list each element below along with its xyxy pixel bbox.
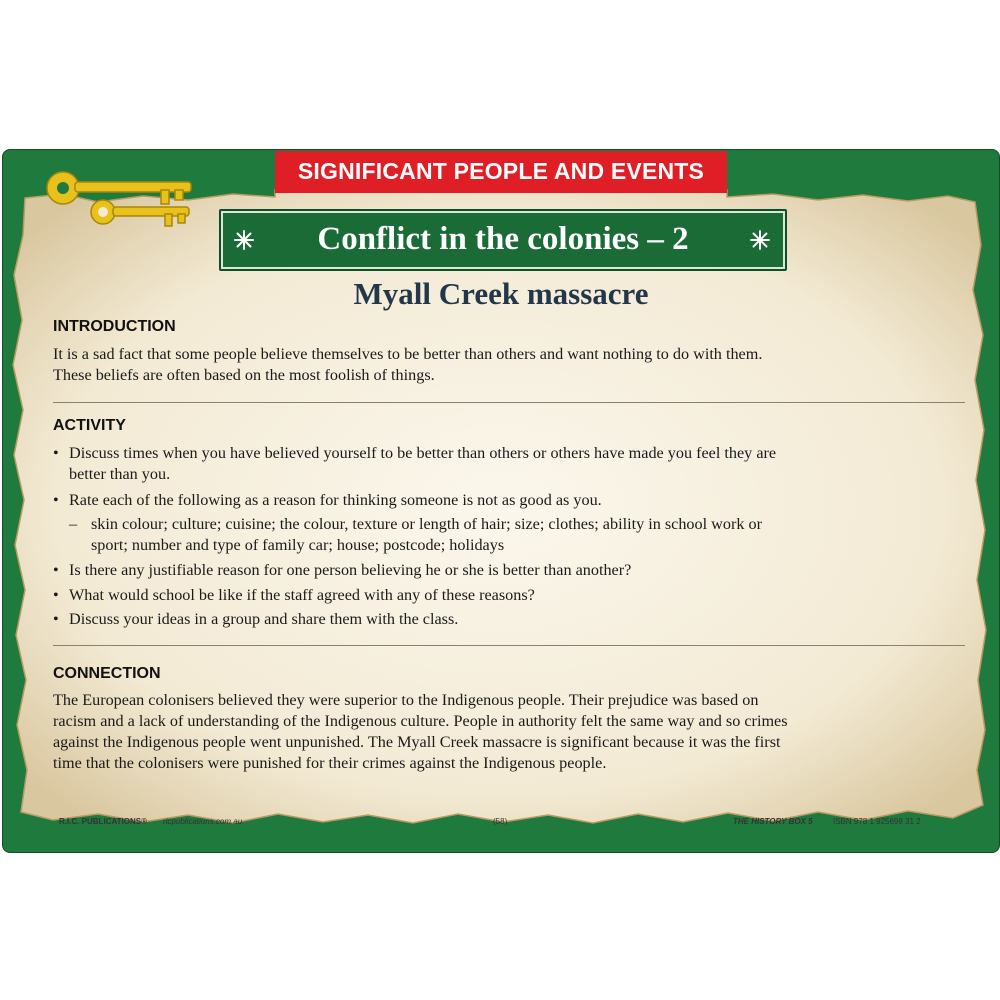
connection-line: The European colonisers believed they were superior to the Indigenous people. Their prejudice was based on <box>53 691 759 709</box>
activity-heading: ACTIVITY <box>53 417 126 434</box>
connection-line: racism and a lack of understanding of the Indigenous culture. People in authority felt the same way and so crimes <box>53 712 788 730</box>
footer-isbn: ISBN 978 1 925698 31 2 <box>833 817 921 826</box>
category-banner: SIGNIFICANT PEOPLE AND EVENTS <box>275 151 727 193</box>
snowflake-icon <box>749 229 771 251</box>
activity-bullet-line: • Rate each of the following as a reason for thinking someone is not as good as you. <box>53 490 953 511</box>
introduction-line: These beliefs are often based on the most foolish of things. <box>53 366 435 384</box>
activity-sub-line: – skin colour; culture; cuisine; the colour, texture or length of hair; size; clothes; ability in school work or <box>69 514 949 535</box>
footer-publisher: R.I.C. PUBLICATIONS® <box>59 817 147 826</box>
introduction-line: It is a sad fact that some people believe themselves to be better than others and want nothing to do with them. <box>53 345 763 363</box>
connection-heading: CONNECTION <box>53 665 161 682</box>
key-icon <box>41 162 201 242</box>
connection-line: time that the colonisers were punished for their crimes against the Indigenous people. <box>53 754 607 772</box>
title-banner <box>219 209 787 271</box>
footer-page-number: (58) <box>493 817 508 826</box>
connection-line: against the Indigenous people went unpunished. The Myall Creek massacre is significant because it was the first <box>53 733 781 751</box>
footer-product: THE HISTORY BOX 5 <box>733 817 813 826</box>
divider <box>53 402 965 403</box>
footer-website: ricpublications.com.au <box>163 817 243 826</box>
activity-card <box>2 149 1000 853</box>
activity-bullet-line: • What would school be like if the staff agreed with any of these reasons? <box>53 585 953 606</box>
activity-sub-continuation: sport; number and type of family car; house; postcode; holidays <box>91 536 505 554</box>
activity-bullet-continuation: better than you. <box>69 465 171 483</box>
activity-bullet-line: • Is there any justifiable reason for one person believing he or she is better than another? <box>53 560 953 581</box>
divider <box>53 645 965 646</box>
subtitle: Myall Creek massacre <box>353 276 649 311</box>
page-title: Conflict in the colonies – 2 <box>317 221 689 257</box>
introduction-heading: INTRODUCTION <box>53 318 176 335</box>
activity-bullet-line: • Discuss times when you have believed yourself to be better than others or others have made you feel they are <box>53 443 953 464</box>
activity-bullet-line: • Discuss your ideas in a group and share them with the class. <box>53 609 953 630</box>
